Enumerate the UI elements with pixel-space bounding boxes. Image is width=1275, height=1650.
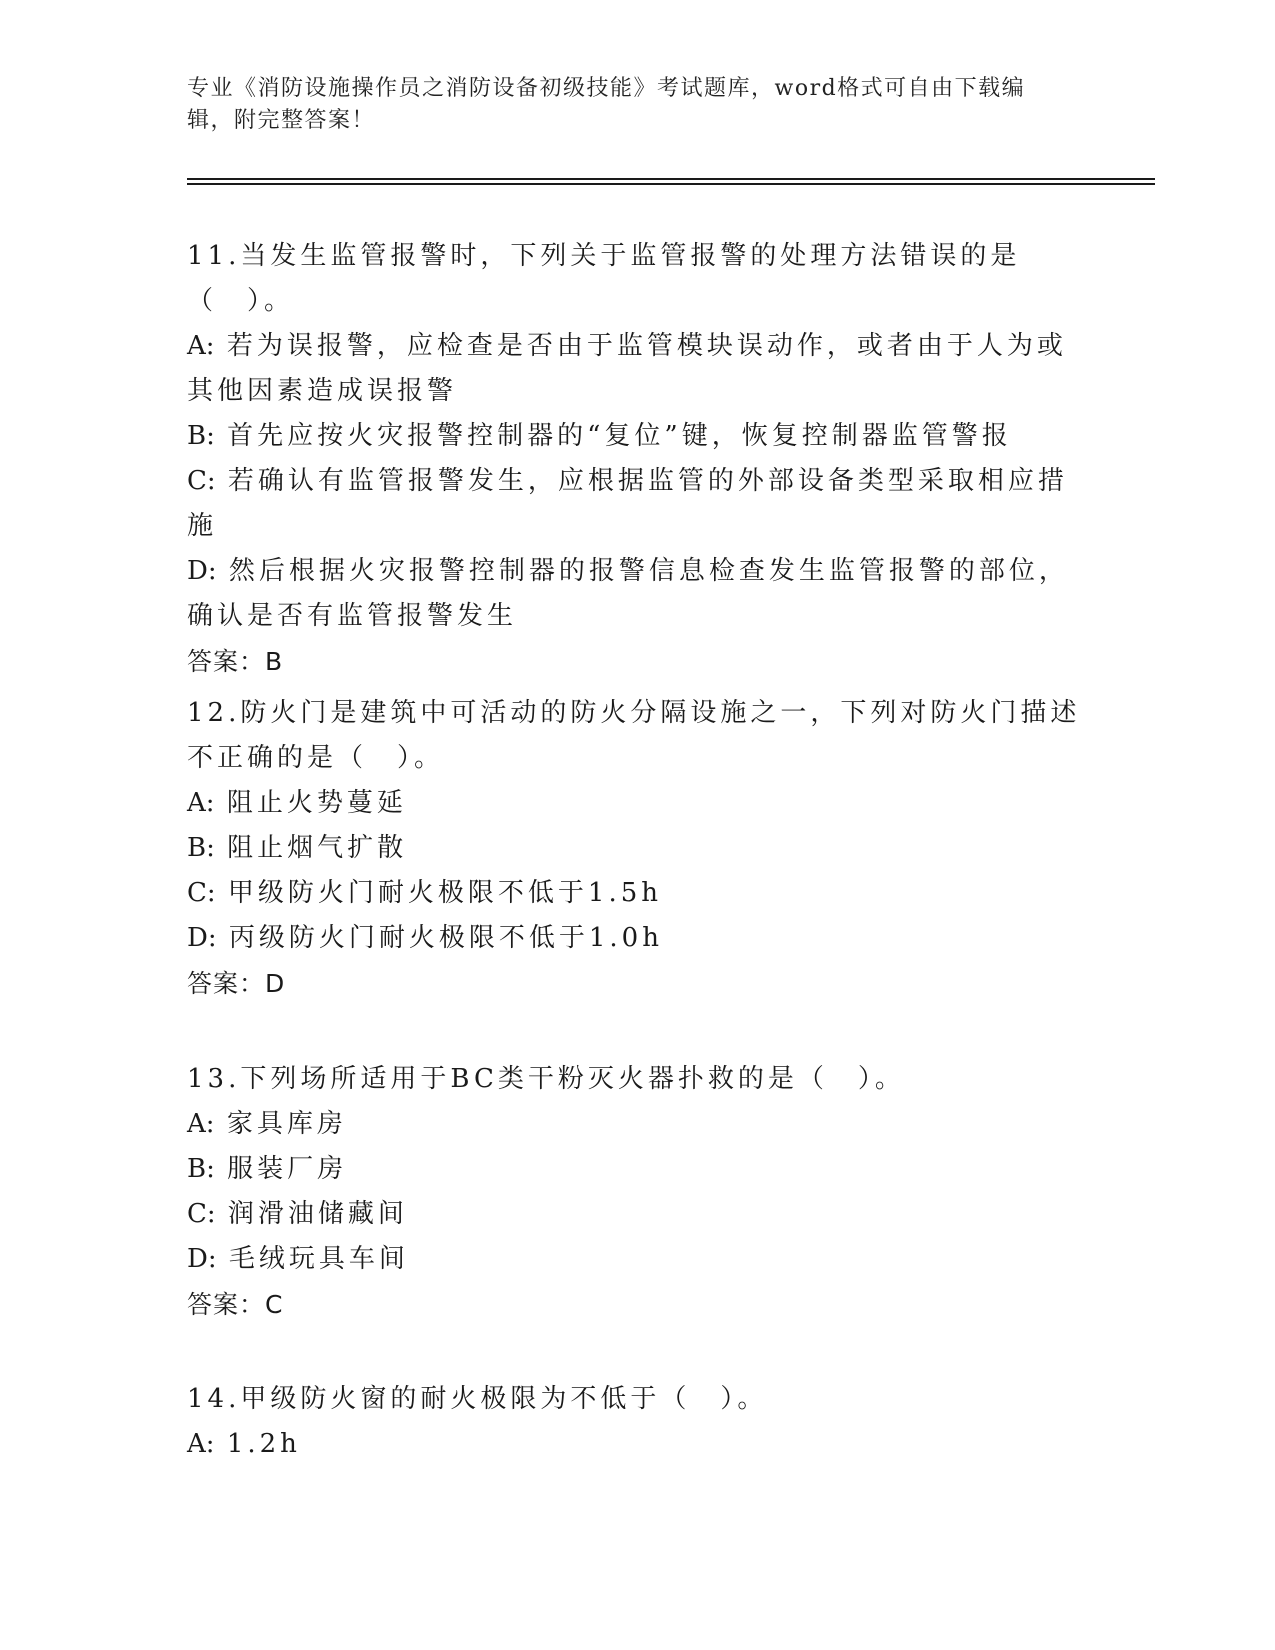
option-text: 若确认有监管报警发生，应根据监管的外部设备类型采取相应措施 xyxy=(187,466,1068,541)
option-key: D: xyxy=(187,923,217,953)
answer-line: 答案：D xyxy=(187,969,286,998)
option-key: D: xyxy=(187,1244,217,1274)
option-text: 若为误报警，应检查是否由于监管模块误动作，或者由于人为或其他因素造成误报警 xyxy=(187,331,1067,406)
option-d xyxy=(187,916,1087,961)
option-b xyxy=(187,1147,1087,1192)
option-text: 毛绒玩具车间 xyxy=(228,1244,409,1274)
option-b xyxy=(187,826,1087,871)
option-a xyxy=(187,1102,1087,1147)
option-text: 1.2h xyxy=(226,1429,301,1459)
question-12 xyxy=(187,691,1087,1006)
option-text: 甲级防火门耐火极限不低于1.5h xyxy=(227,878,663,908)
question-11 xyxy=(187,234,1087,684)
question-stem: 14.甲级防火窗的耐火极限为不低于（ ）。 xyxy=(187,1384,768,1414)
option-text: 阻止火势蔓延 xyxy=(226,788,407,818)
option-text: 服装厂房 xyxy=(227,1154,348,1184)
answer-line: 答案：C xyxy=(187,1290,284,1319)
option-text: 首先应按火灾报警控制器的“复位”键，恢复控制器监管警报 xyxy=(227,421,1012,451)
option-a xyxy=(187,1422,1087,1467)
option-d xyxy=(187,549,1087,639)
option-c xyxy=(187,1192,1087,1237)
option-text: 润滑油储藏间 xyxy=(227,1199,408,1229)
option-text: 丙级防火门耐火极限不低于1.0h xyxy=(228,923,663,953)
option-a xyxy=(187,781,1087,826)
option-key: A: xyxy=(187,1429,215,1459)
option-key: A: xyxy=(187,331,215,361)
option-d xyxy=(187,1237,1087,1282)
option-b xyxy=(187,414,1087,459)
option-text: 家具库房 xyxy=(226,1109,347,1139)
option-key: B: xyxy=(187,1154,215,1184)
option-c xyxy=(187,459,1087,549)
option-key: A: xyxy=(187,1109,215,1139)
option-key: C: xyxy=(187,1199,216,1229)
option-a xyxy=(187,324,1087,414)
answer-line: 答案：B xyxy=(187,647,284,676)
header-divider-top xyxy=(187,178,1155,180)
page-header: 专业《消防设施操作员之消防设备初级技能》考试题库，word格式可自由下载编辑，附完整答案！ xyxy=(187,76,1026,133)
option-text: 阻止烟气扩散 xyxy=(227,833,408,863)
question-stem: 12.防火门是建筑中可活动的防火分隔设施之一，下列对防火门描述不正确的是（ ）。 xyxy=(187,698,1081,773)
option-text: 然后根据火灾报警控制器的报警信息检查发生监管报警的部位，确认是否有监管报警发生 xyxy=(187,556,1069,631)
option-key: D: xyxy=(187,556,217,586)
question-stem: 11.当发生监管报警时，下列关于监管报警的处理方法错误的是（ ）。 xyxy=(187,241,1021,316)
header-divider-bottom xyxy=(187,183,1155,185)
option-key: B: xyxy=(187,833,215,863)
option-key: C: xyxy=(187,466,216,496)
question-13 xyxy=(187,1057,1087,1327)
option-c xyxy=(187,871,1087,916)
option-key: B: xyxy=(187,421,215,451)
question-stem: 13.下列场所适用于BC类干粉灭火器扑救的是（ ）。 xyxy=(187,1064,905,1094)
option-key: C: xyxy=(187,878,216,908)
question-14 xyxy=(187,1377,1087,1467)
option-key: A: xyxy=(187,788,215,818)
